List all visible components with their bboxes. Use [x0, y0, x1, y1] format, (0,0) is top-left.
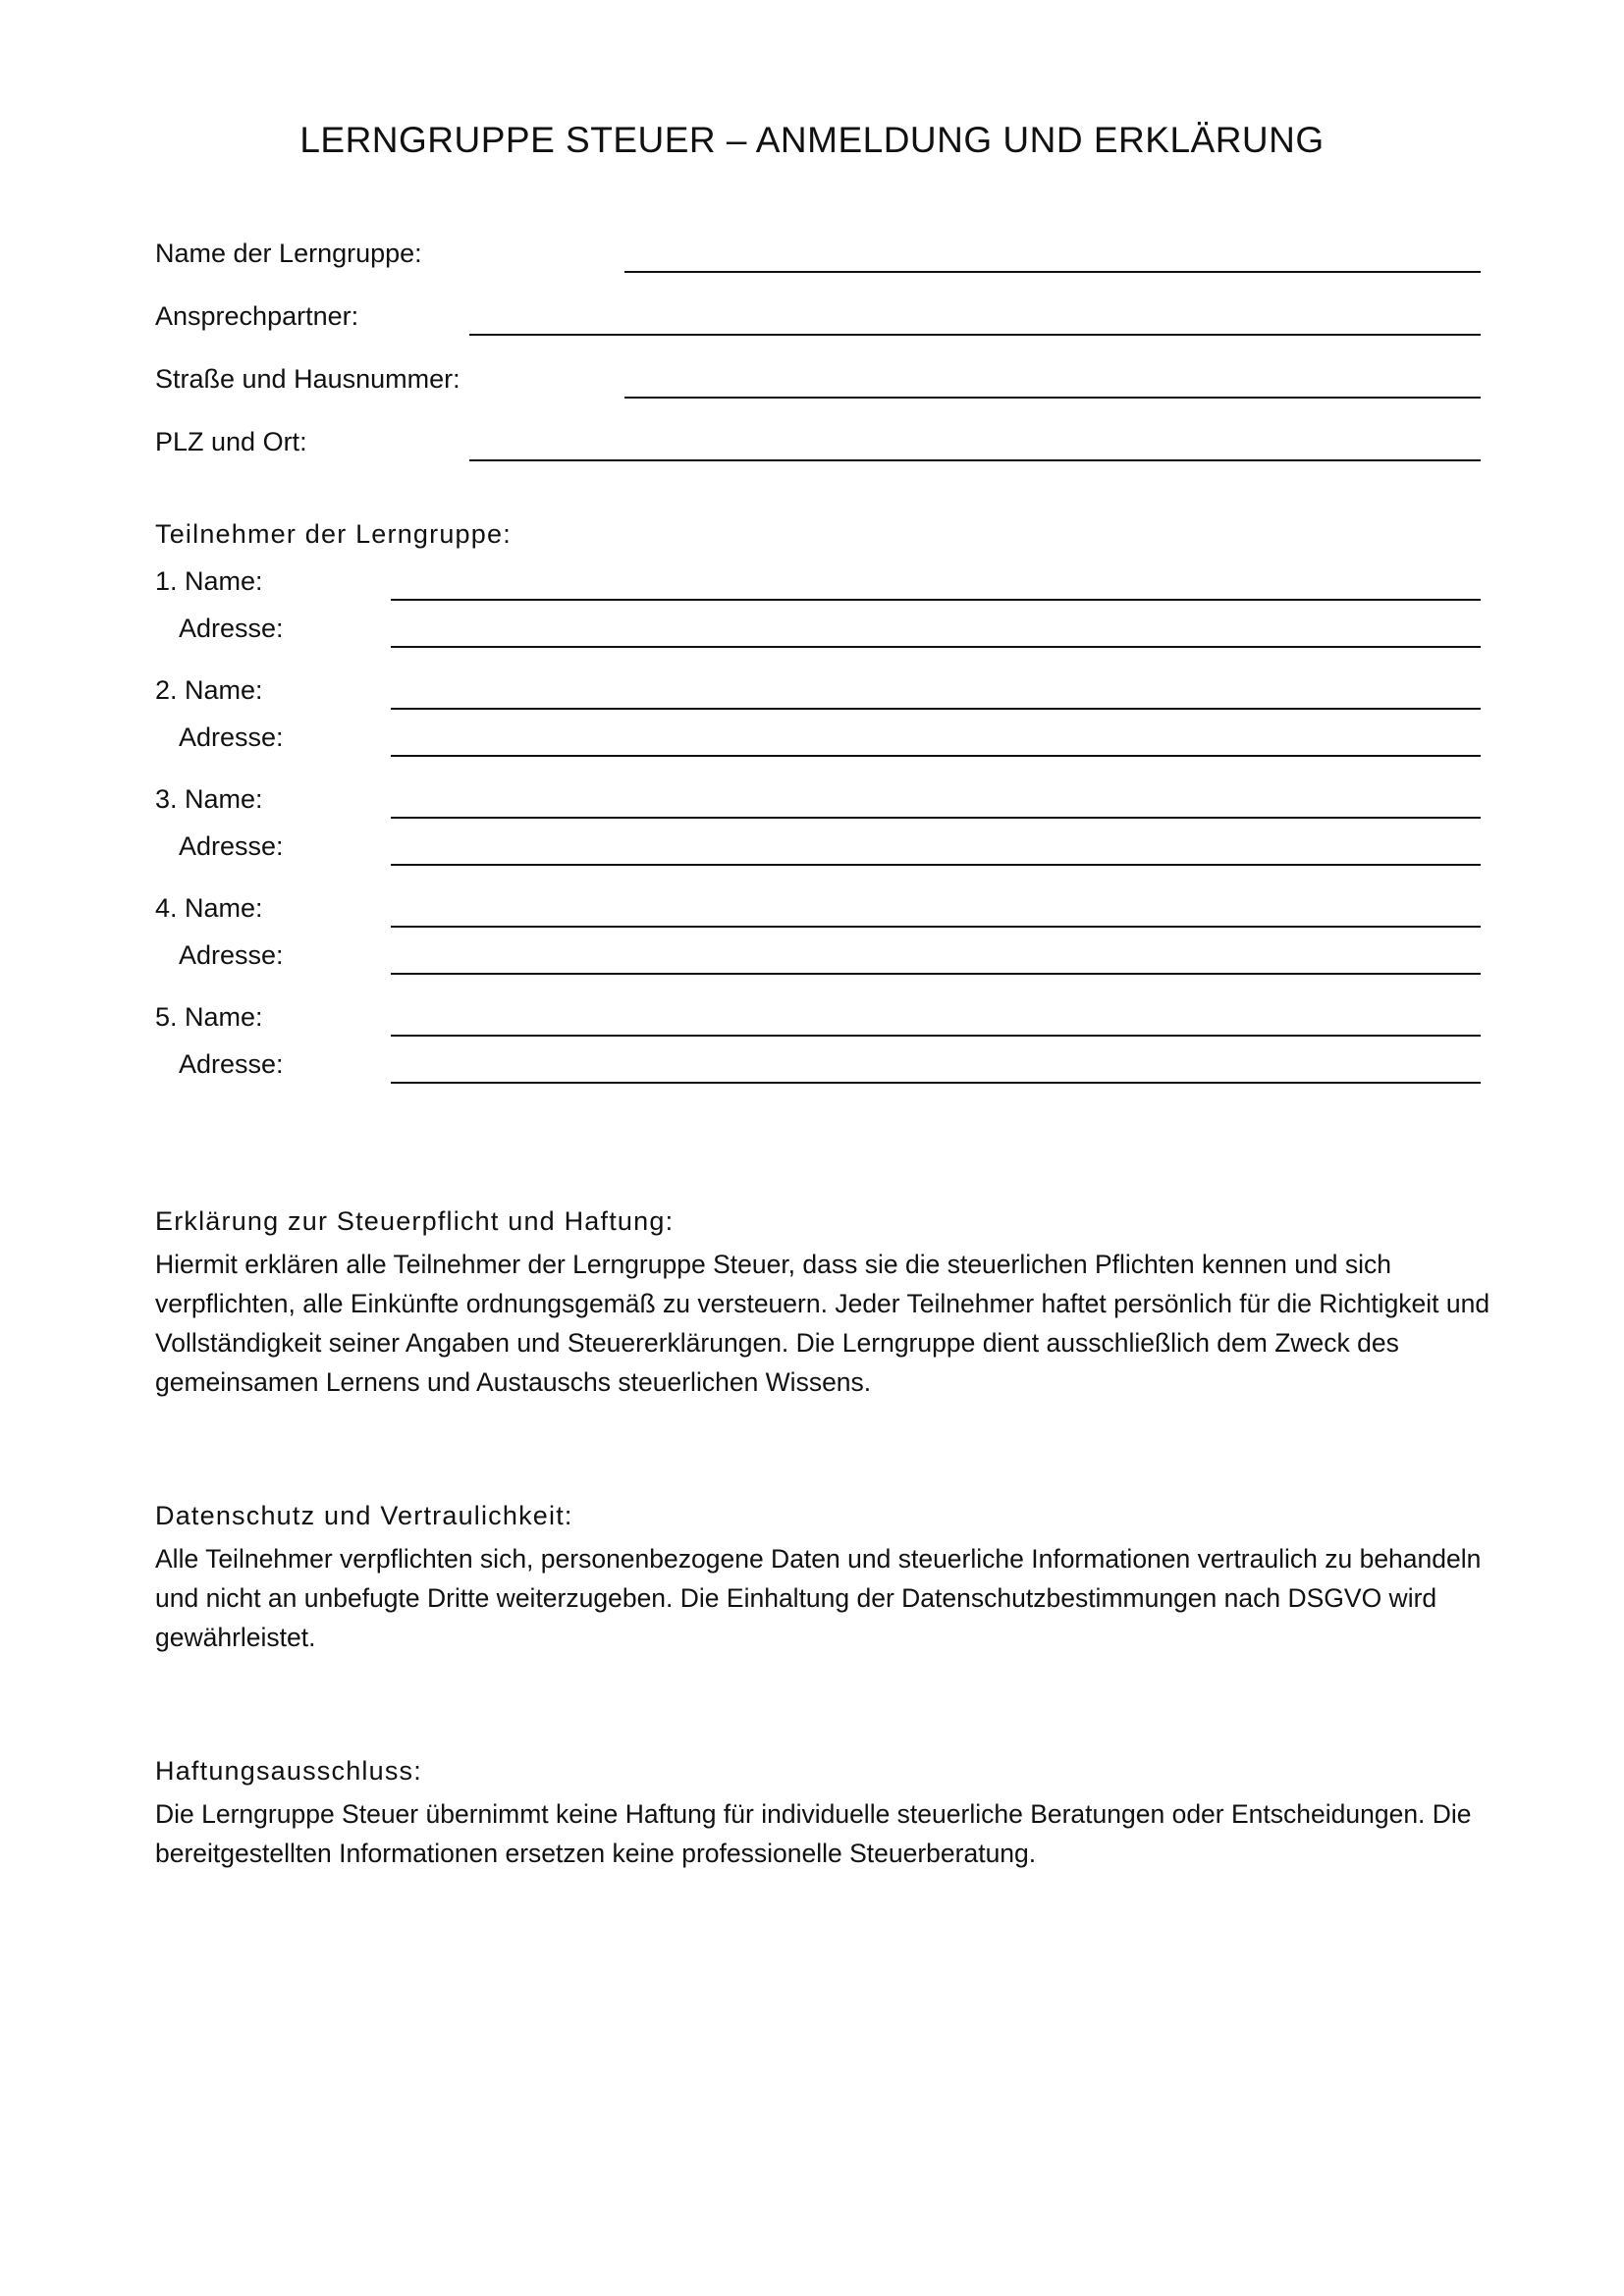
group-name-input-line[interactable] — [624, 271, 1481, 273]
participant-4-address-input-line[interactable] — [391, 973, 1481, 975]
field-zip-city — [155, 422, 1481, 461]
participant-address-label: Adresse: — [179, 1049, 284, 1079]
participant-5-name — [155, 997, 1481, 1037]
participant-4-name — [155, 888, 1481, 928]
disclaimer-text: Die Lerngruppe Steuer übernimmt keine Haftung für individuelle steuerliche Beratungen oder Entscheidungen. Die bereitgestellten Informationen ersetzen keine professionelle Steuerberatung. — [155, 1799, 1472, 1868]
page-title: LERNGRUPPE STEUER – ANMELDUNG UND ERKLÄRUNG — [299, 120, 1325, 160]
participant-1-name-input-line[interactable] — [391, 599, 1481, 601]
participant-2-address — [155, 718, 1481, 757]
street-input-line[interactable] — [624, 397, 1481, 399]
participant-3-address — [155, 827, 1481, 866]
field-group-name — [155, 234, 1481, 273]
privacy-heading: Datenschutz und Vertraulichkeit: — [155, 1501, 573, 1530]
participant-4-address — [155, 935, 1481, 975]
field-street — [155, 359, 1481, 399]
tax-liability-heading: Erklärung zur Steuerpflicht und Haftung: — [155, 1206, 675, 1236]
participant-name-label: 4. Name: — [155, 893, 263, 923]
participants-heading: Teilnehmer der Lerngruppe: — [155, 519, 512, 549]
participant-4-name-input-line[interactable] — [391, 926, 1481, 928]
participant-address-label: Adresse: — [179, 940, 284, 970]
tax-liability-text: Hiermit erklären alle Teilnehmer der Lerngruppe Steuer, dass sie die steuerlichen Pflichten kennen und sich verpflichten, alle Einkünfte ordnungsgemäß zu versteuern. Jeder Teilnehmer haftet persönlich für die Richtigkeit und Vollständigkeit seiner Angaben und Steuererklärungen. Die Lerngruppe dient ausschließlich dem Zweck des gemeinsamen Lernens und Austauschs steuerlichen Wissens. — [155, 1250, 1490, 1397]
privacy-text: Alle Teilnehmer verpflichten sich, personenbezogene Daten und steuerliche Informationen vertraulich zu behandeln und nicht an unbefugte Dritte weiterzugeben. Die Einhaltung der Datenschutzbestimmungen nach DSGVO wird gewährleistet. — [155, 1544, 1482, 1652]
field-label: Ansprechpartner: — [155, 301, 359, 331]
participant-address-label: Adresse: — [179, 614, 284, 643]
participant-2-address-input-line[interactable] — [391, 755, 1481, 757]
participant-address-label: Adresse: — [179, 722, 284, 752]
disclaimer-heading: Haftungsausschluss: — [155, 1756, 422, 1786]
participant-1-name — [155, 561, 1481, 601]
participant-name-label: 5. Name: — [155, 1002, 263, 1032]
field-label: Straße und Hausnummer: — [155, 364, 460, 394]
participant-name-label: 2. Name: — [155, 675, 263, 705]
participant-3-name-input-line[interactable] — [391, 817, 1481, 819]
field-label: PLZ und Ort: — [155, 427, 307, 456]
field-contact-person — [155, 296, 1481, 336]
zip-city-input-line[interactable] — [469, 459, 1481, 461]
participant-5-address-input-line[interactable] — [391, 1082, 1481, 1084]
participant-address-label: Adresse: — [179, 831, 284, 861]
participant-name-label: 1. Name: — [155, 566, 263, 596]
participant-2-name — [155, 670, 1481, 710]
participant-1-address-input-line[interactable] — [391, 646, 1481, 648]
participant-5-name-input-line[interactable] — [391, 1035, 1481, 1037]
participant-2-name-input-line[interactable] — [391, 708, 1481, 710]
participant-5-address — [155, 1044, 1481, 1084]
participant-name-label: 3. Name: — [155, 784, 263, 814]
participant-3-name — [155, 779, 1481, 819]
participant-1-address — [155, 609, 1481, 648]
participant-3-address-input-line[interactable] — [391, 864, 1481, 866]
contact-person-input-line[interactable] — [469, 334, 1481, 336]
field-label: Name der Lerngruppe: — [155, 239, 422, 268]
